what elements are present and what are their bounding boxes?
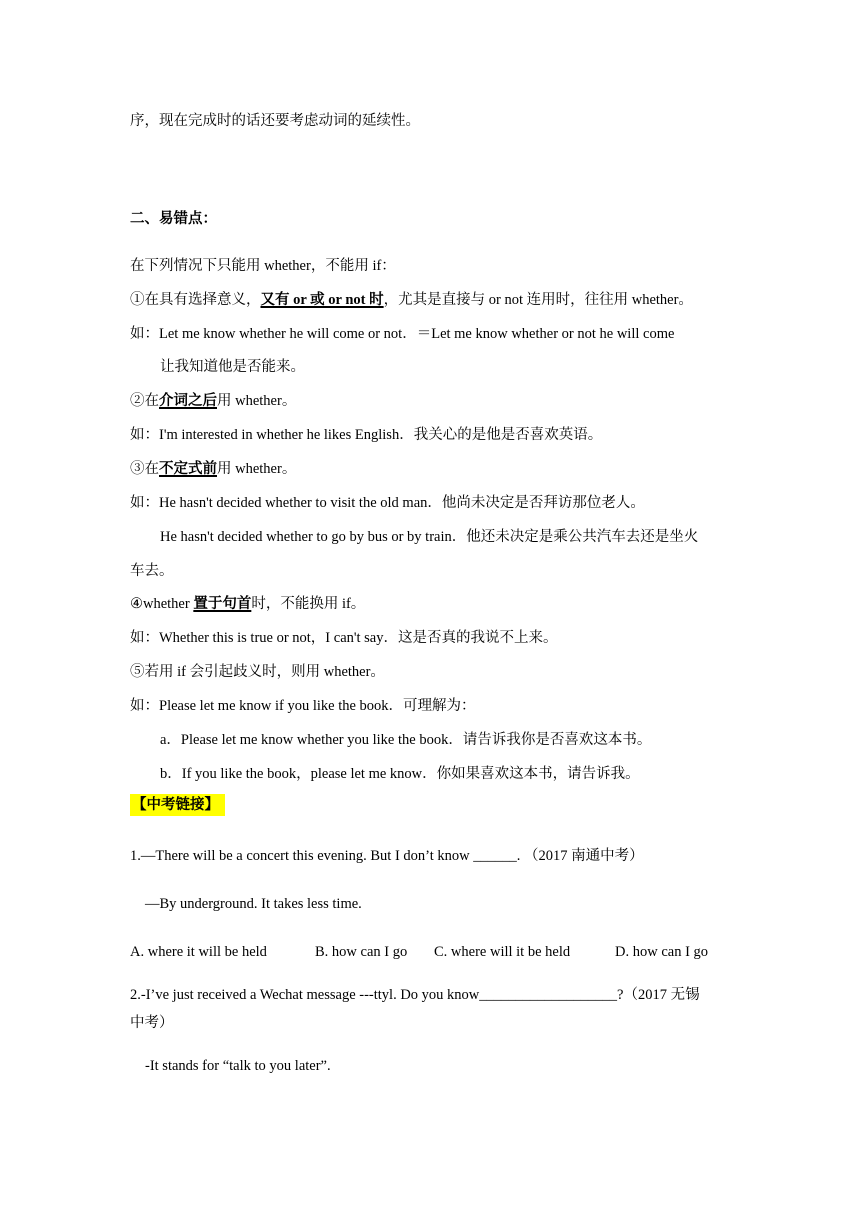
rule-4-suffix: 时，不能换用 if。 [251,596,366,612]
question-2-stem [130,985,700,1005]
example-5b: b．If you like the book，please let me know．你如果喜欢这本书，请告诉我。 [160,766,640,782]
question-1-blank: ______ [473,848,517,864]
rule-1-emphasis: 又有 or 或 or not 时 [260,292,384,308]
example-3a: 如：He hasn't decided whether to visit the old man．他尚未决定是否拜访那位老人。 [130,495,645,511]
rule-3 [130,459,296,479]
rule-3-prefix: ③在 [130,461,159,477]
example-2: 如：I'm interested in whether he likes English．我关心的是他是否喜欢英语。 [130,427,603,443]
exam-link-heading [130,795,225,815]
question-1-reply: —By underground. It takes less time. [145,896,362,912]
rule-2-suffix: 用 whether。 [217,393,297,409]
example-5a: a．Please let me know whether you like the book．请告诉我你是否喜欢这本书。 [160,732,652,748]
example-3b: He hasn't decided whether to go by bus or by train．他还未决定是乘公共汽车去还是坐火 [160,529,699,545]
exam-link-highlight: 【中考链接】 [130,794,225,816]
rule-3-suffix: 用 whether。 [217,461,297,477]
rule-1 [130,290,693,310]
rule-4-emphasis: 置于句首 [193,596,252,612]
rule-3-emphasis: 不定式前 [159,461,217,477]
question-1-text: 1.—There will be a concert this evening. But I don’t know [130,848,474,864]
question-1-stem [130,846,644,866]
intro-tail-text: 序，现在完成时的话还要考虑动词的延续性。 [130,113,420,129]
example-5: 如：Please let me know if you like the book．可理解为： [130,698,476,714]
example-1-translation: 让我知道他是否能来。 [160,359,305,375]
rule-2 [130,391,296,411]
option-b: B. how can I go [315,944,408,960]
rule-4 [130,594,365,614]
section-title: 二、易错点： [130,211,217,227]
example-4: 如：Whether this is true or not，I can't say．这是否真的我说不上来。 [130,630,558,646]
question-2-source-continued: 中考） [130,1015,174,1031]
question-2-blank: ___________________ [479,987,618,1003]
rule-2-prefix: ②在 [130,393,159,409]
option-d: D. how can I go [615,944,709,960]
option-a: A. where it will be held [130,944,267,960]
example-3b-continued: 车去。 [130,563,174,579]
rule-1-suffix: ，尤其是直接与 or not 连用时，往往用 whether。 [383,292,693,308]
rule-intro: 在下列情况下只能用 whether，不能用 if： [130,258,396,274]
rule-2-emphasis: 介词之后 [159,393,217,409]
example-1: 如：Let me know whether he will come or not．＝Let me know whether or not he will come [130,326,675,342]
rule-1-prefix: ①在具有选择意义， [130,292,261,308]
rule-5: ⑤若用 if 会引起歧义时，则用 whether。 [130,664,385,680]
rule-4-prefix: ④whether [130,596,194,612]
option-c: C. where will it be held [434,944,571,960]
question-2-text: 2.-I’ve just received a Wechat message ---ttyl. Do you know [130,987,480,1003]
question-2-source: ?（2017 无锡 [617,987,700,1003]
question-2-reply: -It stands for “talk to you later”. [145,1058,331,1074]
question-1-source: . （2017 南通中考） [516,848,644,864]
